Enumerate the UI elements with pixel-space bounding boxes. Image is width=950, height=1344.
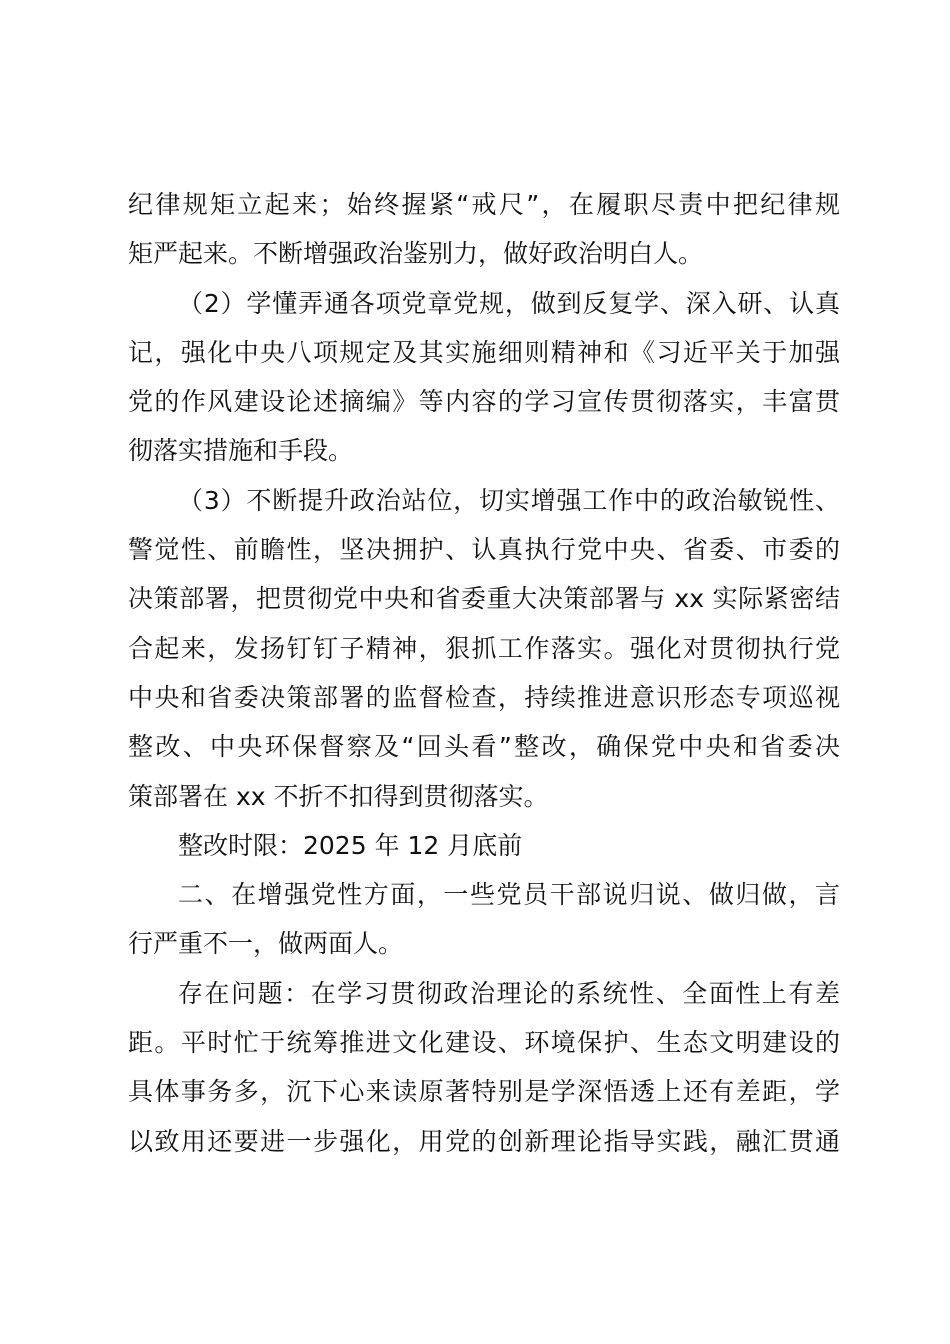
body-line: 距。平时忙于统筹推进文化建设、环境保护、生态文明建设的 [128,1028,840,1058]
body-line: （2）学懂弄通各项党章党规，做到反复学、深入研、认真 [178,288,840,318]
body-line: 决策部署，把贯彻党中央和省委重大决策部署与 xx 实际紧密结 [128,584,840,614]
rectification-deadline: 整改时限：2025 年 12 月底前 [178,830,523,860]
body-line: 以致用还要进一步强化，用党的创新理论指导实践，融汇贯通 [128,1126,840,1156]
body-line: 党的作风建设论述摘编》等内容的学习宣传贯彻落实，丰富贯 [128,387,840,417]
body-line: 纪律规矩立起来；始终握紧“戒尺”，在履职尽责中把纪律规 [128,190,840,219]
body-line: 中央和省委决策部署的监督检查，持续推进意识形态专项巡视 [128,682,840,712]
section-heading: 二、在增强党性方面，一些党员干部说归说、做归做，言 [178,880,840,910]
body-line: 具体事务多，沉下心来读原著特别是学深悟透上还有差距，学 [128,1077,840,1107]
body-line: 警觉性、前瞻性，坚决拥护、认真执行党中央、省委、市委的 [128,535,840,565]
body-line: （3）不断提升政治站位，切实增强工作中的政治敏锐性、 [178,485,840,515]
body-line: 策部署在 xx 不折不扣得到贯彻落实。 [128,781,549,811]
document-body [128,180,840,1166]
body-line: 存在问题：在学习贯彻政治理论的系统性、全面性上有差 [178,978,840,1008]
body-line: 整改、中央环保督察及“回头看”整改，确保党中央和省委决 [128,732,840,762]
section-heading: 行严重不一，做两面人。 [128,929,404,959]
body-line: 合起来，发扬钉钉子精神，狠抓工作落实。强化对贯彻执行党 [128,633,840,663]
body-line: 记，强化中央八项规定及其实施细则精神和《习近平关于加强 [128,337,840,367]
body-line: 彻落实措施和手段。 [128,436,354,466]
body-line: 矩严起来。不断增强政治鉴别力，做好政治明白人。 [128,239,704,269]
